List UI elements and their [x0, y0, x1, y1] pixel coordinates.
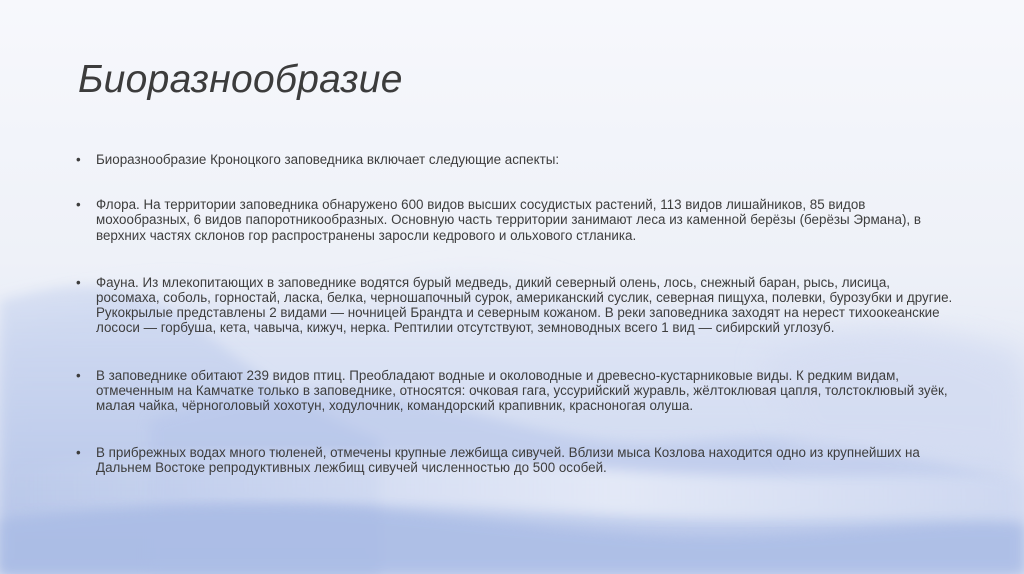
bullet-text: В заповеднике обитают 239 видов птиц. Преобладают водные и околоводные и древесно-кустарниковые виды. К редким видам, отмеченным на Камчатке только в заповеднике, относятся: очковая гага, уссурийский журавль, жёлтоклювая цапля, толстоклювый зуёк, малая чайка, чёрноголовый хохотун, ходулочник, командорский крапивник, красноногая олуша.	[96, 367, 948, 414]
bullet-text: В прибрежных водах много тюленей, отмечены крупные лежбища сивучей. Вблизи мыса Козлова находится одно из крупнейших на Дальнем Востоке репродуктивных лежбищ сивучей численностью до 500 особей.	[96, 445, 920, 476]
bullet-marker: •	[76, 274, 81, 290]
bullet-text: Флора. На территории заповедника обнаружено 600 видов высших сосудистых растений, 113 видов лишайников, 85 видов мохообразных, 6 видов папоротникообразных. Основную часть территории занимают леса из каменной берёзы (берёзы Эрмана), в верхних частях склонов гор распространены заросли кедрового и ольхового стланика.	[96, 197, 921, 243]
list-item	[74, 275, 954, 336]
bullet-marker: •	[76, 367, 81, 383]
bullet-marker: •	[76, 445, 81, 461]
list-item	[74, 197, 954, 243]
bullet-text: Биоразнообразие Кроноцкого заповедника включает следующие аспекты:	[96, 152, 560, 167]
bullet-marker: •	[76, 152, 81, 167]
bullet-marker: •	[76, 197, 81, 213]
bullet-list	[74, 152, 954, 476]
bullet-text: Фауна. Из млекопитающих в заповеднике водятся бурый медведь, дикий северный олень, лось, снежный баран, рысь, лисица, росомаха, соболь, горностай, ласка, белка, черношапочный сурок, американский суслик, северная пищуха, полевки, бурозубки и другие. Рукокрылые представлены 2 видами — ночницей Брандта и северным кожаном. В реки заповедника заходят на нерест тихоокеанские лососи — горбуша, кета, чавыча, кижуч, нерка. Рептилии отсутствуют, земноводных всего 1 вид — сибирский углозуб.	[96, 274, 953, 336]
list-item	[74, 368, 954, 414]
page-title: Биоразнообразие	[78, 58, 403, 101]
list-item	[74, 445, 954, 475]
list-item	[74, 152, 954, 167]
